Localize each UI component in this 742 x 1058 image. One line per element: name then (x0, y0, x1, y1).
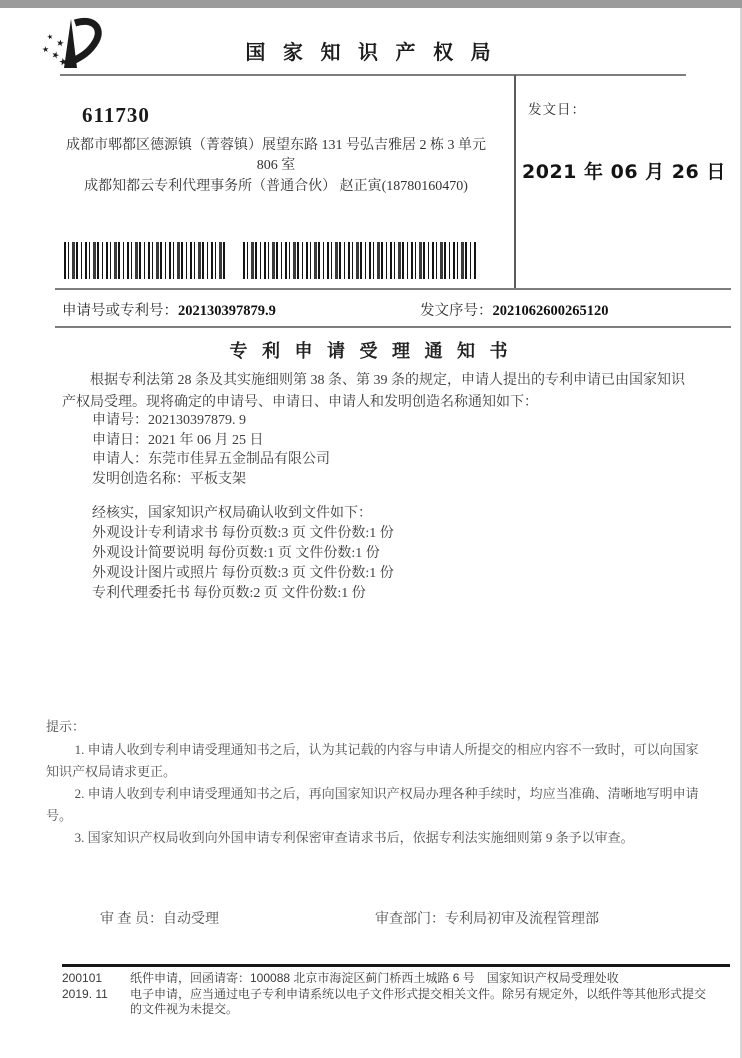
field-label: 申请人： (92, 452, 148, 467)
tip-item-1: 1. 申请人收到专利申请受理通知书之后，认为其记载的内容与申请人所提交的相应内容不一致时，可以向国家知识产权局请求更正。 (46, 742, 699, 779)
received-doc-item: 外观设计专利请求书 每份页数:3 页 文件份数:1 份 (92, 526, 394, 541)
field-applicant (92, 450, 330, 470)
barcode-application (64, 242, 226, 279)
agency-line: 成都知都云专利代理事务所（普通合伙） 赵正寅(18780160470) (84, 179, 468, 194)
tip-item-2: 2. 申请人收到专利申请受理通知书之后，再向国家知识产权局办理各种手续时，均应当准确、清晰地写明申请号。 (46, 786, 699, 823)
numbers-row-top-divider (55, 288, 731, 290)
recipient-address (60, 136, 492, 197)
received-doc-item: 外观设计简要说明 每份页数:1 页 文件份数:1 份 (92, 546, 380, 561)
field-value: 202130397879. 9 (148, 413, 246, 428)
address-line-2: 806 室 (256, 158, 296, 173)
application-fields (92, 411, 330, 489)
received-documents (92, 504, 394, 604)
postal-code: 611730 (82, 103, 150, 127)
footer-code: 2019. 11 (62, 986, 108, 1001)
field-value: 东莞市佳昇五金制品有限公司 (148, 452, 330, 467)
serial-number-value: 2021062600265120 (492, 303, 609, 319)
tips-section (46, 716, 706, 849)
serial-number (420, 299, 609, 320)
received-doc-item: 专利代理委托书 每份页数:2 页 文件份数:1 份 (92, 586, 366, 601)
footer-codes (62, 971, 108, 1002)
field-label: 申请日： (92, 432, 148, 448)
field-label: 申请号： (92, 413, 148, 428)
department-label: 审查部门： (375, 912, 445, 927)
barcode-serial (243, 242, 476, 279)
footer-text (130, 971, 708, 1018)
tips-heading: 提示： (46, 719, 86, 734)
footer-line-paper: 纸件申请，回函请寄：100088 北京市海淀区蓟门桥西土城路 6 号 国家知识产权局受理处收 (130, 971, 619, 985)
date-box-divider (514, 75, 516, 290)
application-number (62, 299, 276, 320)
address-line-1: 成都市郫都区德源镇（菁蓉镇）展望东路 131 号弘吉雅居 2 栋 3 单元 (66, 138, 486, 153)
footer-line-electronic: 电子申请，应当通过电子专利申请系统以电子文件形式提交相关文件。除另有规定外，以纸件等其他形式提交的文件视为未提交。 (130, 986, 707, 1016)
serial-number-label: 发文序号： (420, 303, 493, 319)
tip-item-3: 3. 国家知识产权局收到向外国申请专利保密审查请求书后，依据专利法实施细则第 9 条予以审查。 (74, 830, 634, 845)
examination-department (375, 908, 599, 928)
application-number-value: 202130397879.9 (178, 303, 276, 319)
received-intro: 经核实，国家知识产权局确认收到文件如下： (92, 506, 372, 521)
issue-date-label: 发文日： (528, 102, 586, 117)
application-number-label: 申请号或专利号： (62, 303, 178, 319)
footer-divider (62, 964, 730, 967)
numbers-row-bottom-divider (55, 326, 731, 328)
page-top-edge (0, 0, 742, 8)
notice-intro: 根据专利法第 28 条及其实施细则第 38 条、第 39 条的规定，申请人提出的专利申请已由国家知识产权局受理。现将确定的申请号、申请日、申请人和发明创造名称通知如下： (62, 373, 685, 410)
field-label: 发明创造名称： (92, 471, 190, 487)
notice-title: 专 利 申 请 受 理 通 知 书 (229, 341, 513, 361)
examiner-label: 审 查 员： (100, 912, 163, 927)
issue-date-value: 2021 年 06 月 26 日 (522, 161, 726, 183)
field-application-date (92, 431, 330, 451)
field-value: 2021 年 06 月 25 日 (148, 432, 264, 448)
received-doc-item: 外观设计图片或照片 每份页数:3 页 文件份数:1 份 (92, 566, 394, 581)
department-value: 专利局初审及流程管理部 (445, 912, 599, 927)
field-application-no (92, 411, 330, 431)
examiner (100, 908, 219, 928)
footer-code: 200101 (62, 971, 103, 985)
org-title: 国 家 知 识 产 权 局 (245, 42, 497, 64)
examiner-value: 自动受理 (163, 912, 219, 927)
field-value: 平板支架 (190, 471, 246, 487)
field-invention-name (92, 470, 330, 490)
header-divider (60, 74, 686, 76)
